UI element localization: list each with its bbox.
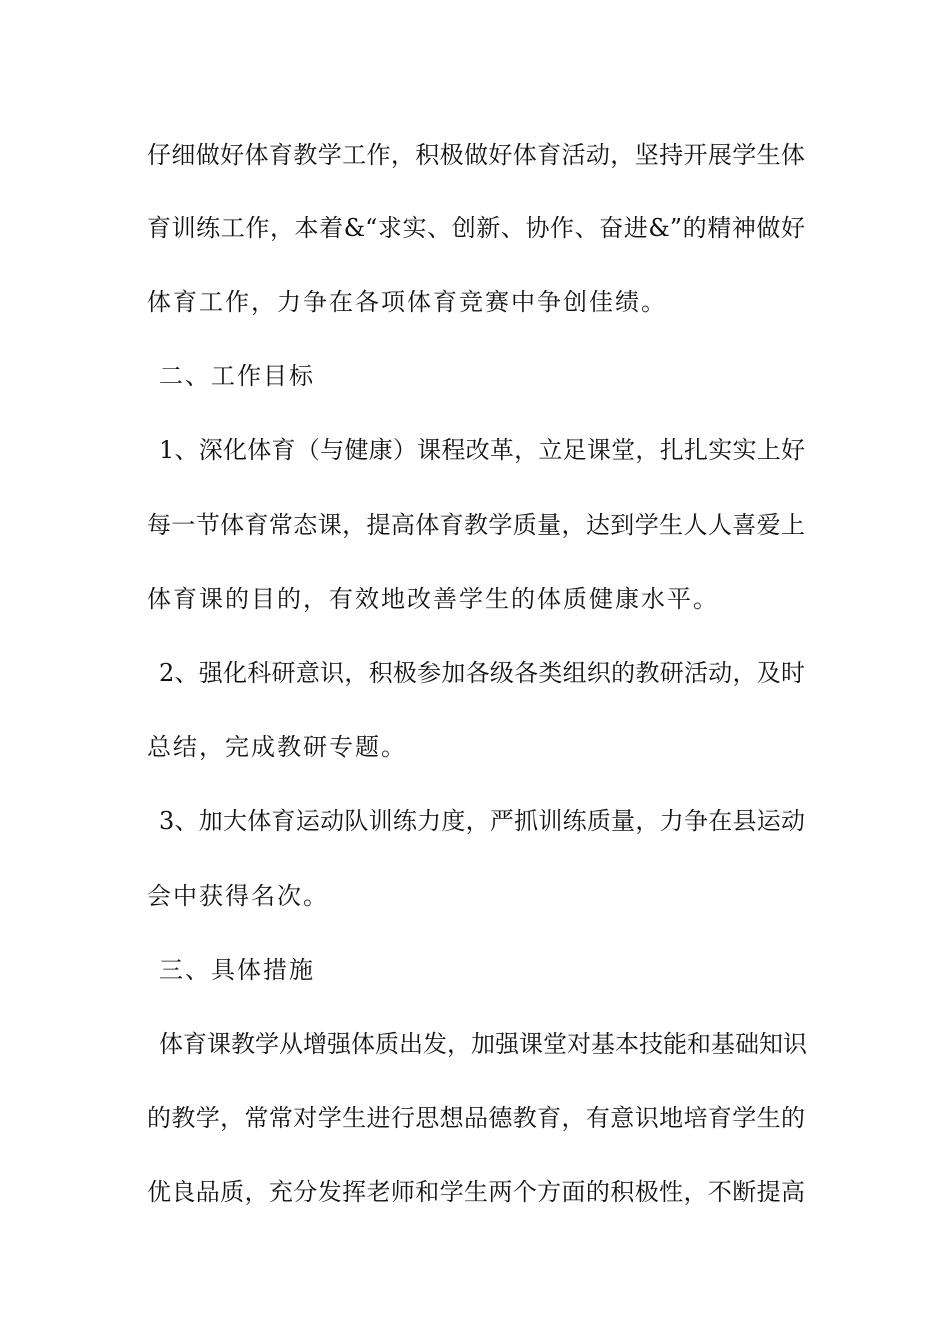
- section-heading: 三、具体措施: [159, 956, 315, 984]
- paragraph-line: 仔细做好体育教学工作，积极做好体育活动，坚持开展学生体: [147, 141, 805, 169]
- paragraph-line: 总结，完成教研专题。: [147, 733, 407, 761]
- paragraph-line: 的教学，常常对学生进行思想品德教育，有意识地培育学生的: [147, 1104, 805, 1132]
- paragraph-line: 每一节体育常态课，提高体育教学质量，达到学生人人喜爱上: [147, 511, 805, 539]
- paragraph-line: 3、加大体育运动队训练力度，严抓训练质量，力争在县运动: [159, 807, 805, 835]
- paragraph-line: 会中获得名次。: [147, 882, 329, 910]
- section-heading: 二、工作目标: [159, 362, 315, 390]
- paragraph-line: 2、强化科研意识，积极参加各级各类组织的教研活动，及时: [159, 659, 805, 687]
- paragraph-line: 体育课教学从增强体质出发，加强课堂对基本技能和基础知识: [159, 1030, 807, 1058]
- paragraph-line: 1、深化体育（与健康）课程改革，立足课堂，扎扎实实上好: [159, 436, 805, 464]
- paragraph-line: 育训练工作，本着&“求实、创新、协作、奋进&”的精神做好: [147, 214, 805, 242]
- paragraph-line: 体育课的目的，有效地改善学生的体质健康水平。: [147, 585, 719, 613]
- paragraph-line: 体育工作，力争在各项体育竞赛中争创佳绩。: [147, 288, 667, 316]
- paragraph-line: 优良品质，充分发挥老师和学生两个方面的积极性，不断提高: [147, 1178, 805, 1206]
